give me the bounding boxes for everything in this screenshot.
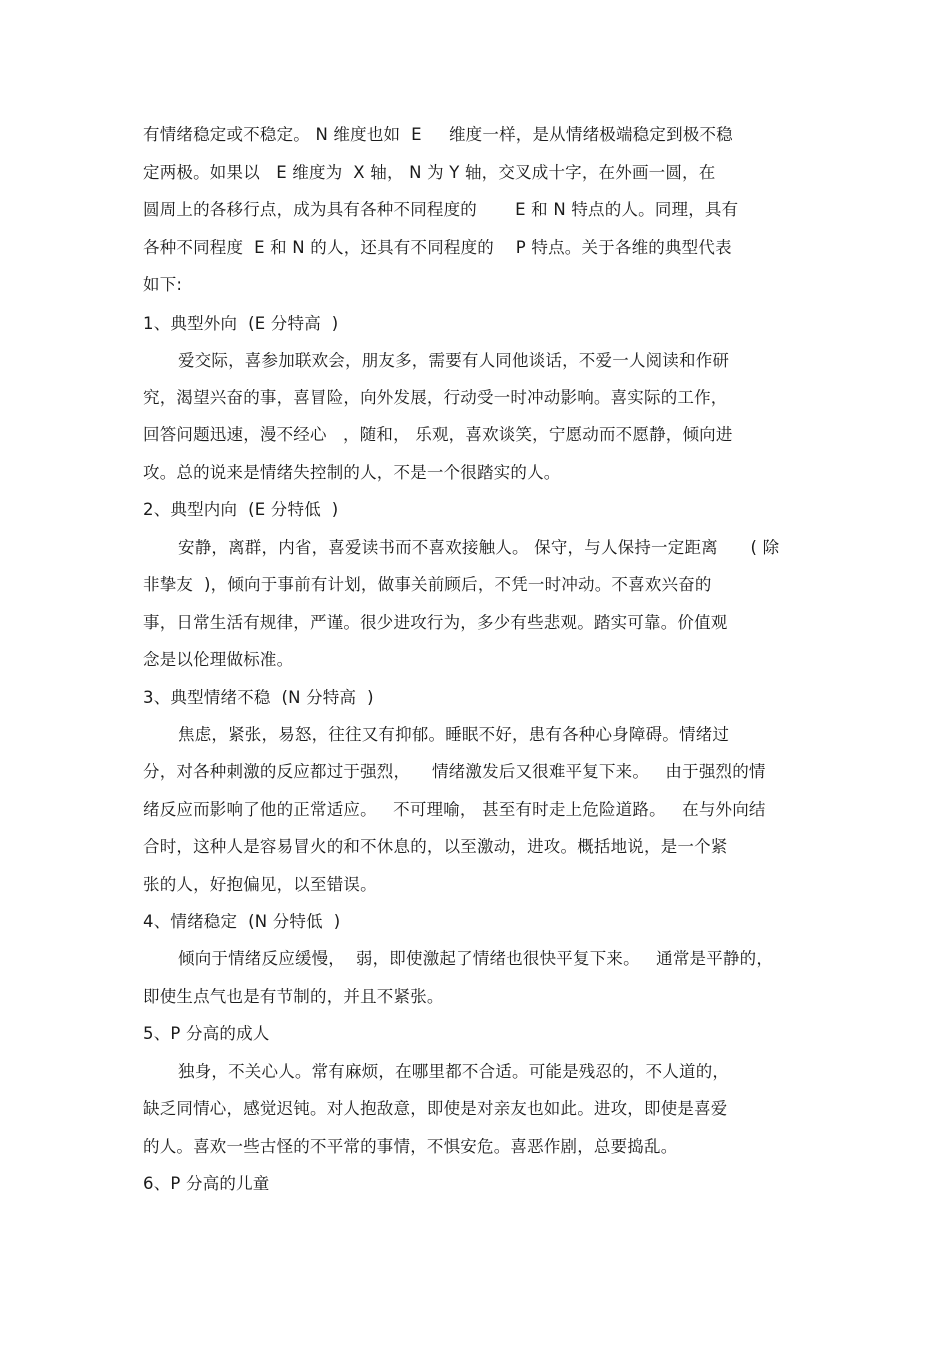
paragraph-line: 非挚友 )，倾向于事前有计划，做事关前顾后，不凭一时冲动。不喜欢兴奋的 [143,575,712,594]
paragraph-line: 分，对各种刺激的反应都过于强烈， 情绪激发后又很难平复下来。 由于强烈的情 [143,762,766,781]
paragraph-line: 张的人，好抱偏见，以至错误。 [143,875,377,894]
section-heading: 1、典型外向 (E 分特高 ) [143,314,339,333]
paragraph-line: 即使生点气也是有节制的，并且不紧张。 [143,987,444,1006]
paragraph-line: 合时，这种人是容易冒火的和不休息的，以至激动，进攻。概括地说，是一个紧 [143,837,728,856]
paragraph-line: 爱交际，喜参加联欢会，朋友多，需要有人同他谈话，不爱一人阅读和作研 [178,351,730,370]
intro-line: 圆周上的各移行点，成为具有各种不同程度的 E 和 N 特点的人。同理，具有 [143,200,739,219]
intro-line: 定两极。如果以 E 维度为 X 轴， N 为 Y 轴，交叉成十字，在外画一圆，在 [143,163,716,182]
section-heading: 6、P 分高的儿童 [143,1174,270,1193]
paragraph-line: 倾向于情绪反应缓慢， 弱，即使激起了情绪也很快平复下来。 通常是平静的， [178,949,774,968]
paragraph-line: 缺乏同情心，感觉迟钝。对人抱敌意，即使是对亲友也如此。进攻，即使是喜爱 [143,1099,728,1118]
section-heading: 5、P 分高的成人 [143,1024,270,1043]
section-heading: 4、情绪稳定 (N 分特低 ) [143,912,341,931]
paragraph-line: 回答问题迅速，漫不经心 ，随和， 乐观，喜欢谈笑，宁愿动而不愿静，倾向进 [143,425,733,444]
section-heading: 3、典型情绪不稳 (N 分特高 ) [143,688,374,707]
paragraph-line: 绪反应而影响了他的正常适应。 不可理喻， 甚至有时走上危险道路。 在与外向结 [143,800,766,819]
paragraph-line: 独身，不关心人。常有麻烦，在哪里都不合适。可能是残忍的，不人道的， [178,1062,730,1081]
section-heading: 2、典型内向 (E 分特低 ) [143,500,339,519]
paragraph-line: 安静，离群，内省，喜爱读书而不喜欢接触人。 保守，与人保持一定距离 ( 除 [178,538,780,557]
intro-line: 如下: [143,275,183,294]
paragraph-line: 究，渴望兴奋的事，喜冒险，向外发展，行动受一时冲动影响。喜实际的工作， [143,388,728,407]
paragraph-line: 的人。喜欢一些古怪的不平常的事情，不惧安危。喜恶作剧，总要捣乱。 [143,1137,678,1156]
intro-line: 各种不同程度 E 和 N 的人，还具有不同程度的 P 特点。关于各维的典型代表 [143,238,732,257]
paragraph-line: 焦虑，紧张，易怒，往往又有抑郁。睡眠不好，患有各种心身障碍。情绪过 [178,725,730,744]
paragraph-line: 念是以伦理做标准。 [143,650,294,669]
paragraph-line: 攻。总的说来是情绪失控制的人，不是一个很踏实的人。 [143,463,561,482]
intro-line: 有情绪稳定或不稳定。 N 维度也如 E 维度一样，是从情绪极端稳定到极不稳 [143,125,733,144]
paragraph-line: 事，日常生活有规律，严谨。很少进攻行为，多少有些悲观。踏实可靠。价值观 [143,613,728,632]
